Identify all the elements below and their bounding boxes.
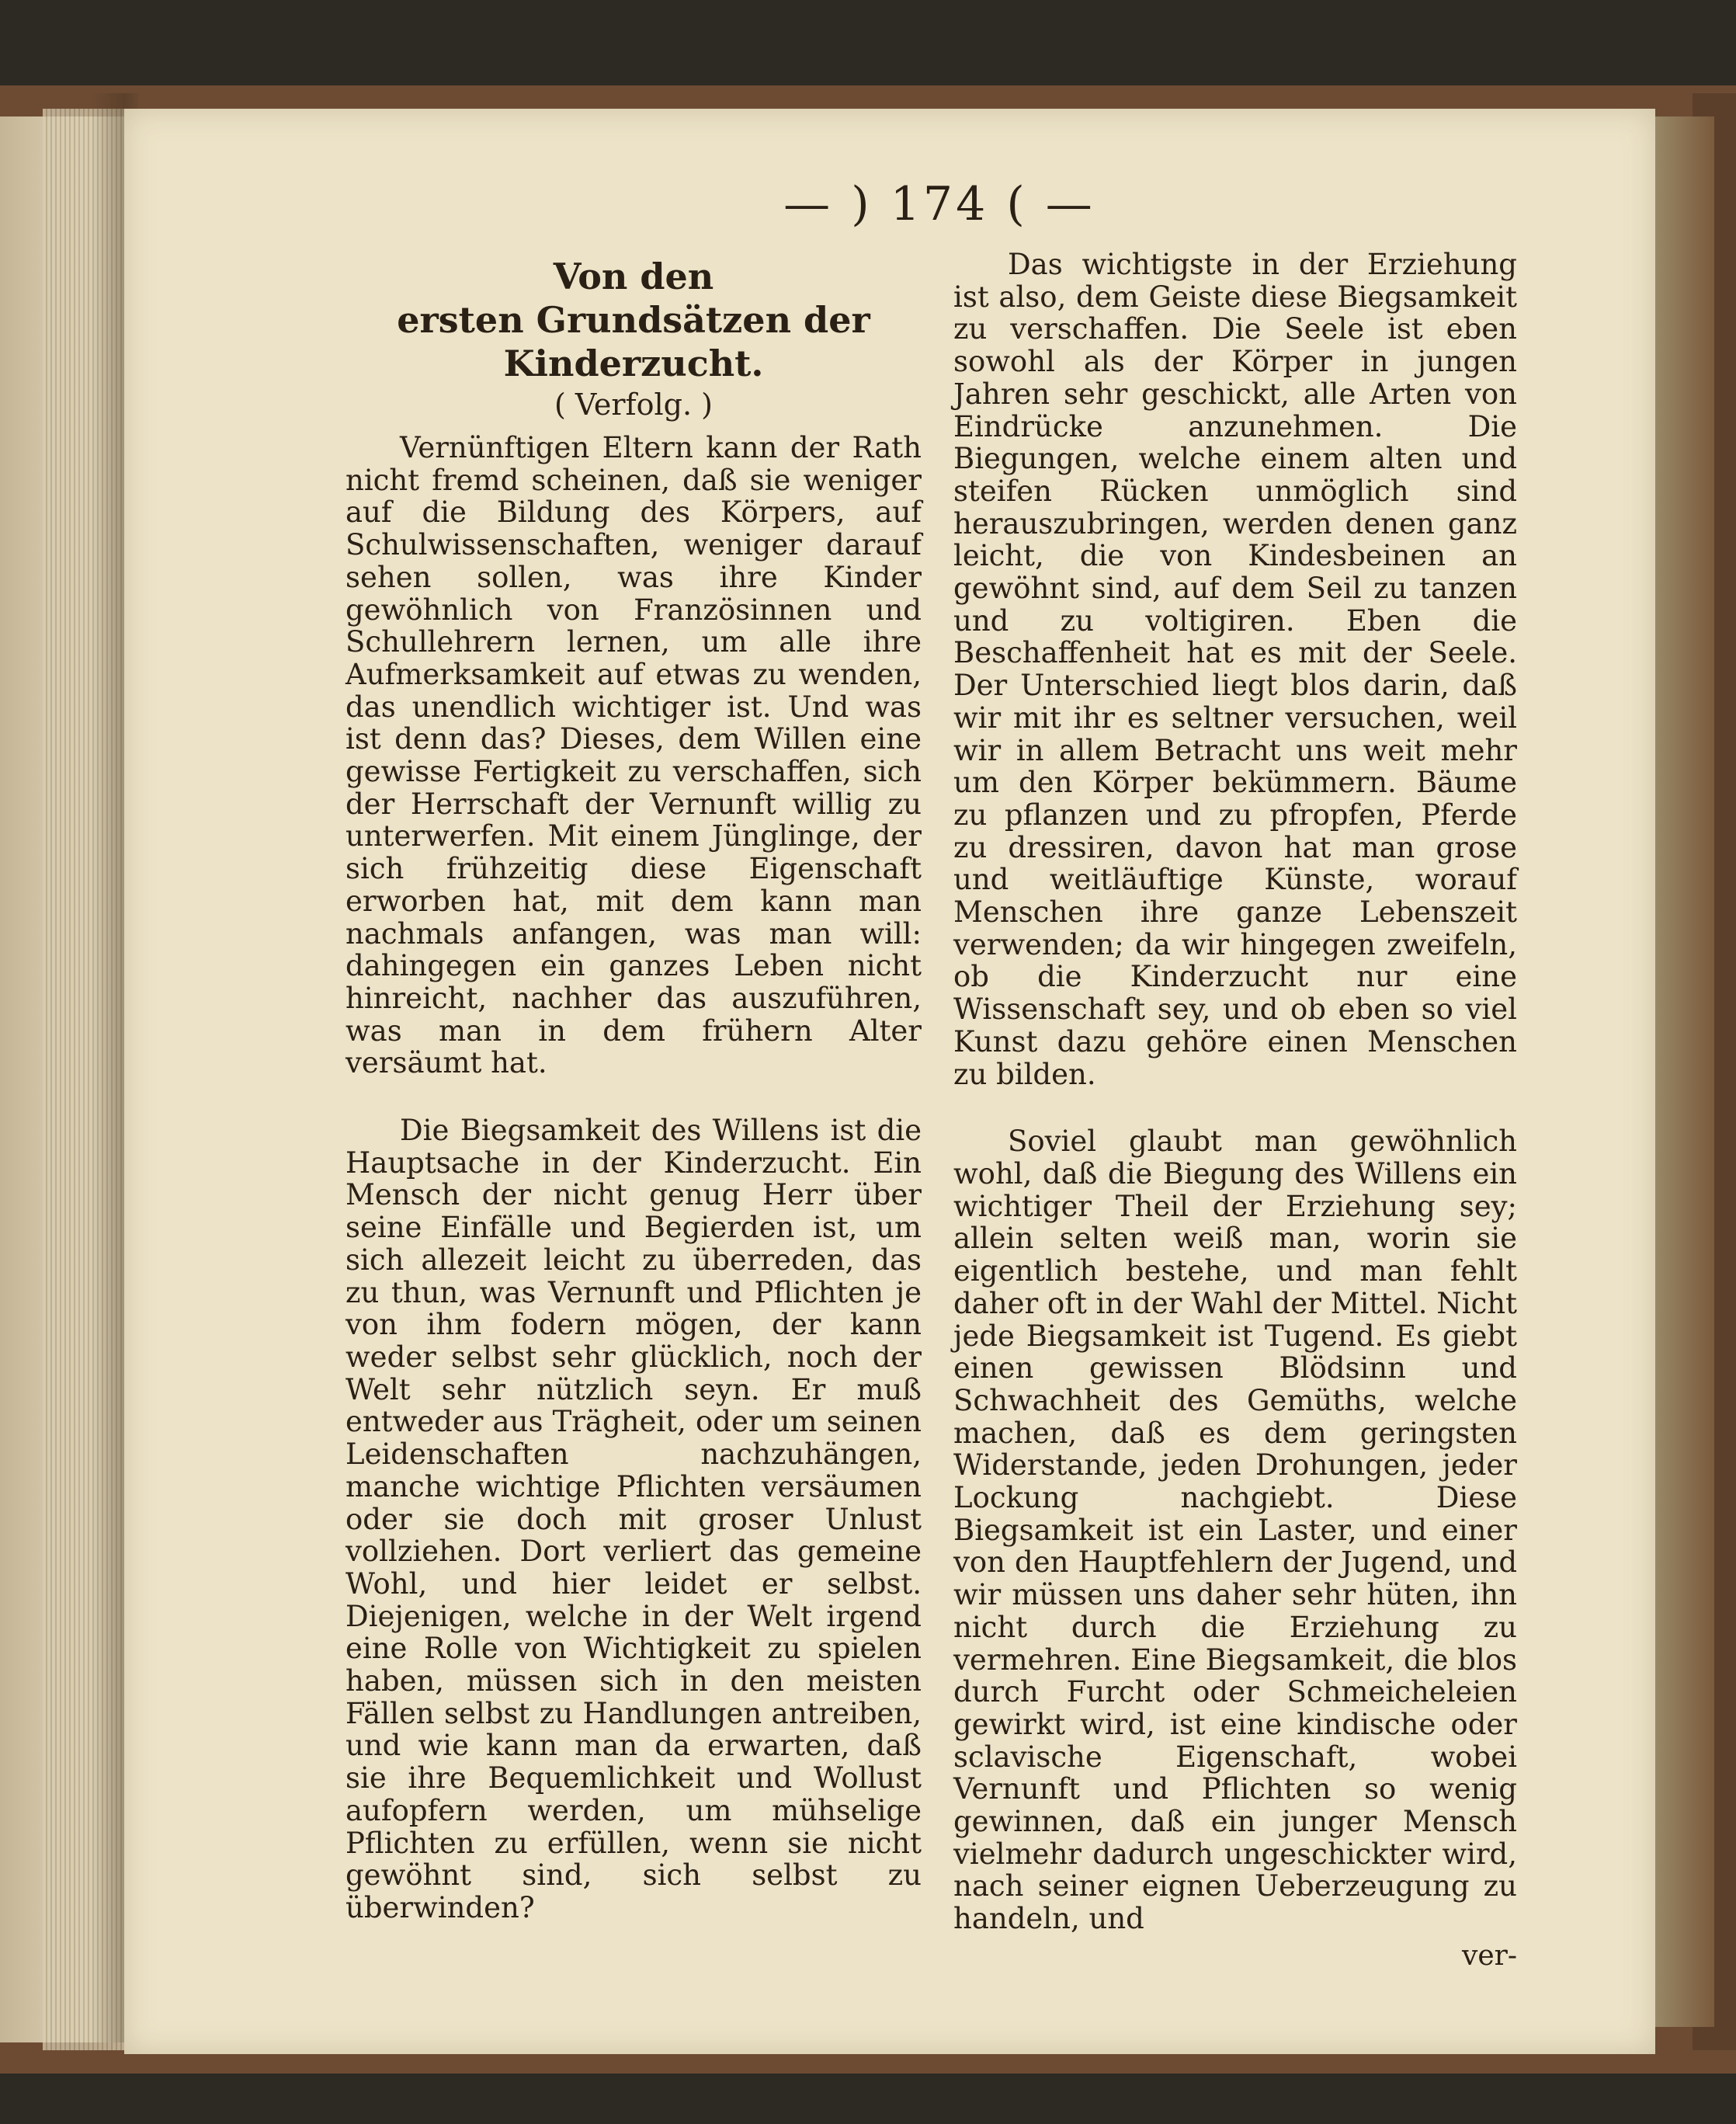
paragraph: Vernünftigen Eltern kann der Rath nicht fremd scheinen, daß sie weniger auf die Bildung des Körpers, auf Schulwissenschaften, weniger darauf sehen sollen, was ihre Kinder gewöhnlich von Französinnen und Schullehrern lernen, um alle ihre Aufmerksamkeit auf etwas zu wenden, das unendlich wichtiger ist. Und was ist denn das? Dieses, dem Willen eine gewisse Fertigkeit zu verschaffen, sich der Herrschaft der Vernunft willig zu unterwerfen. Mit einem Jünglinge, der sich frühzeitig diese Eigenschaft erworben hat, mit dem kann man nachmals anfangen, was man will: dahingegen ein ganzes Leben nicht hinreicht, nachher das auszuführen, was man in dem frühern Alter versäumt hat. bbox=[345, 431, 922, 1080]
text-column-right bbox=[953, 249, 1517, 1973]
article-title-line2: ersten Grundsätzen der Kinderzucht. bbox=[397, 299, 870, 384]
page-number-header: — ) 174 ( — bbox=[783, 177, 1095, 231]
paragraph: Das wichtigste in der Erziehung ist also, dem Geiste diese Biegsamkeit zu verschaffen. Die Seele ist eben sowohl als der Körper in jungen Jahren sehr geschickt, alle Arten von Eindrücke anzunehmen. Die Biegungen, welche einem alten und steifen Rücken unmöglich sind herauszubringen, werden denen ganz leicht, die von Kindesbeinen an gewöhnt sind, auf dem Seil zu tanzen und zu voltigiren. Eben die Beschaffenheit hat es mit der Seele. Der Unterschied liegt blos darin, daß wir mit ihr es seltner versuchen, weil wir in allem Betracht uns weit mehr um den Körper bekümmern. Bäume zu pflanzen und zu pfropfen, Pferde zu dressiren, davon hat man grose und weitläuftige Künste, worauf Menschen ihre ganze Lebenszeit verwenden; da wir hingegen zweifeln, ob die Kinderzucht nur eine Wissenschaft sey, und ob eben so viel Kunst dazu gehöre einen Menschen zu bilden. bbox=[953, 248, 1517, 1091]
article-title-line1: Von den bbox=[553, 256, 714, 297]
paragraph: Soviel glaubt man gewöhnlich wohl, daß die Biegung des Willens ein wichtiger Theil der Erziehung sey; allein selten weiß man, worin sie eigentlich bestehe, und man fehlt daher oft in der Wahl der Mittel. Nicht jede Biegsamkeit ist Tugend. Es giebt einen gewissen Blödsinn und Schwachheit des Gemüths, welche machen, daß es dem geringsten Widerstande, jeden Drohungen, jeder Lockung nachgiebt. Diese Biegsamkeit ist ein Laster, und einer von den Hauptfehlern der Jugend, und wir müssen uns daher sehr hüten, ihn nicht durch die Erziehung zu vermehren. Eine Biegsamkeit, die blos durch Furcht oder Schmeicheleien gewirkt wird, ist eine kindische oder sclavische Eigenschaft, wobei Vernunft und Pflichten so wenig gewinnen, daß ein junger Mensch vielmehr dadurch ungeschickter wird, nach seiner eignen Ueberzeugung zu handeln, und bbox=[953, 1125, 1517, 1936]
article-subtitle: ( Verfolg. ) bbox=[554, 388, 713, 422]
text-column-left bbox=[345, 249, 922, 1924]
paragraph: Die Biegsamkeit des Willens ist die Hauptsache in der Kinderzucht. Ein Mensch der nicht genug Herr über seine Einfälle und Begierden ist, um sich allezeit leicht zu überreden, das zu thun, was Vernunft und Pflichten je von ihm fodern mögen, der kann weder selbst sehr glücklich, noch der Welt sehr nützlich seyn. Er muß entweder aus Trägheit, oder um seinen Leidenschaften nachzuhängen, manche wichtige Pflichten versäumen oder sie doch mit groser Unlust vollziehen. Dort verliert das gemeine Wohl, und hier leidet er selbst. Diejenigen, welche in der Welt irgend eine Rolle von Wichtigkeit zu spielen haben, müssen sich in den meisten Fällen selbst zu Handlungen antreiben, und wie kann man da erwarten, daß sie ihre Bequemlichkeit und Wollust aufopfern werden, um mühselige Pflichten zu erfüllen, wenn sie nicht gewöhnt sind, sich selbst zu überwinden? bbox=[345, 1114, 922, 1924]
page-edge-right bbox=[1652, 116, 1714, 2027]
catchword: ver- bbox=[1461, 1939, 1517, 1972]
